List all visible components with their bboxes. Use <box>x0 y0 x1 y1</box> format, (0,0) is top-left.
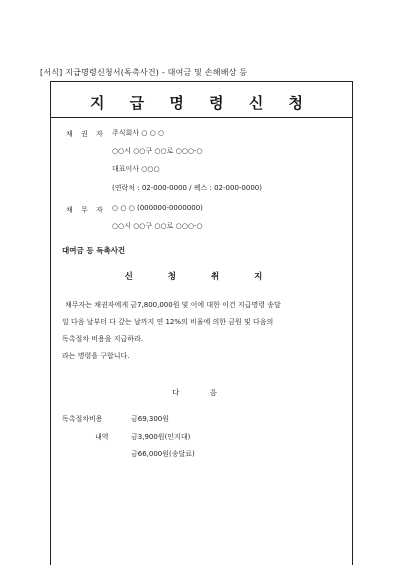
creditor-contact: (연락처 : 02-000-0000 / 팩스 : 02-000-0000) <box>112 184 262 192</box>
form-caption: [서식] 지급명령신청서(독촉사건) - 대여금 및 손해배상 등 <box>40 68 248 77</box>
creditor-address: ○○시 ○○구 ○○로 ○○○-○ <box>112 147 203 155</box>
debtor-address: ○○시 ○○구 ○○로 ○○○-○ <box>112 222 203 230</box>
case-name: 대여금 등 독촉사건 <box>62 246 126 255</box>
daum-heading: 다 음 <box>172 388 231 397</box>
cost-detail-label: 내역 <box>95 433 109 441</box>
cost-total-label: 독촉절차비용 <box>62 415 103 423</box>
debtor-label: 채 무 자 <box>66 206 106 214</box>
title-divider <box>51 117 352 118</box>
section-title: 신 청 취 지 <box>124 272 279 282</box>
document-frame <box>50 81 353 565</box>
cost-item: 금66,000원(송달료) <box>131 450 195 458</box>
claim-paragraph <box>62 297 346 365</box>
creditor-name: 주식회사 ○ ○ ○ <box>112 129 165 137</box>
claim-line: 채무자는 채권자에게 금7,800,000원 및 이에 대한 이건 지급명령 송달 <box>65 301 281 309</box>
creditor-representative: 대표이사 ○○○ <box>112 165 160 173</box>
debtor-name: ○ ○ ○ (000000-0000000) <box>112 204 203 212</box>
cost-total-value: 금69,300원 <box>131 415 170 423</box>
cost-item: 금3,900원(인지대) <box>131 433 191 441</box>
closing-line: 라는 명령을 구합니다. <box>62 352 130 360</box>
claim-line: 일 다음 날부터 다 갚는 날까지 연 12%의 비율에 의한 금원 및 다음의 <box>62 318 274 326</box>
claim-line: 독촉절차 비용을 지급하라. <box>62 335 144 343</box>
document-title: 지 급 명 령 신 청 <box>89 94 314 112</box>
creditor-label: 채 권 자 <box>66 130 106 138</box>
